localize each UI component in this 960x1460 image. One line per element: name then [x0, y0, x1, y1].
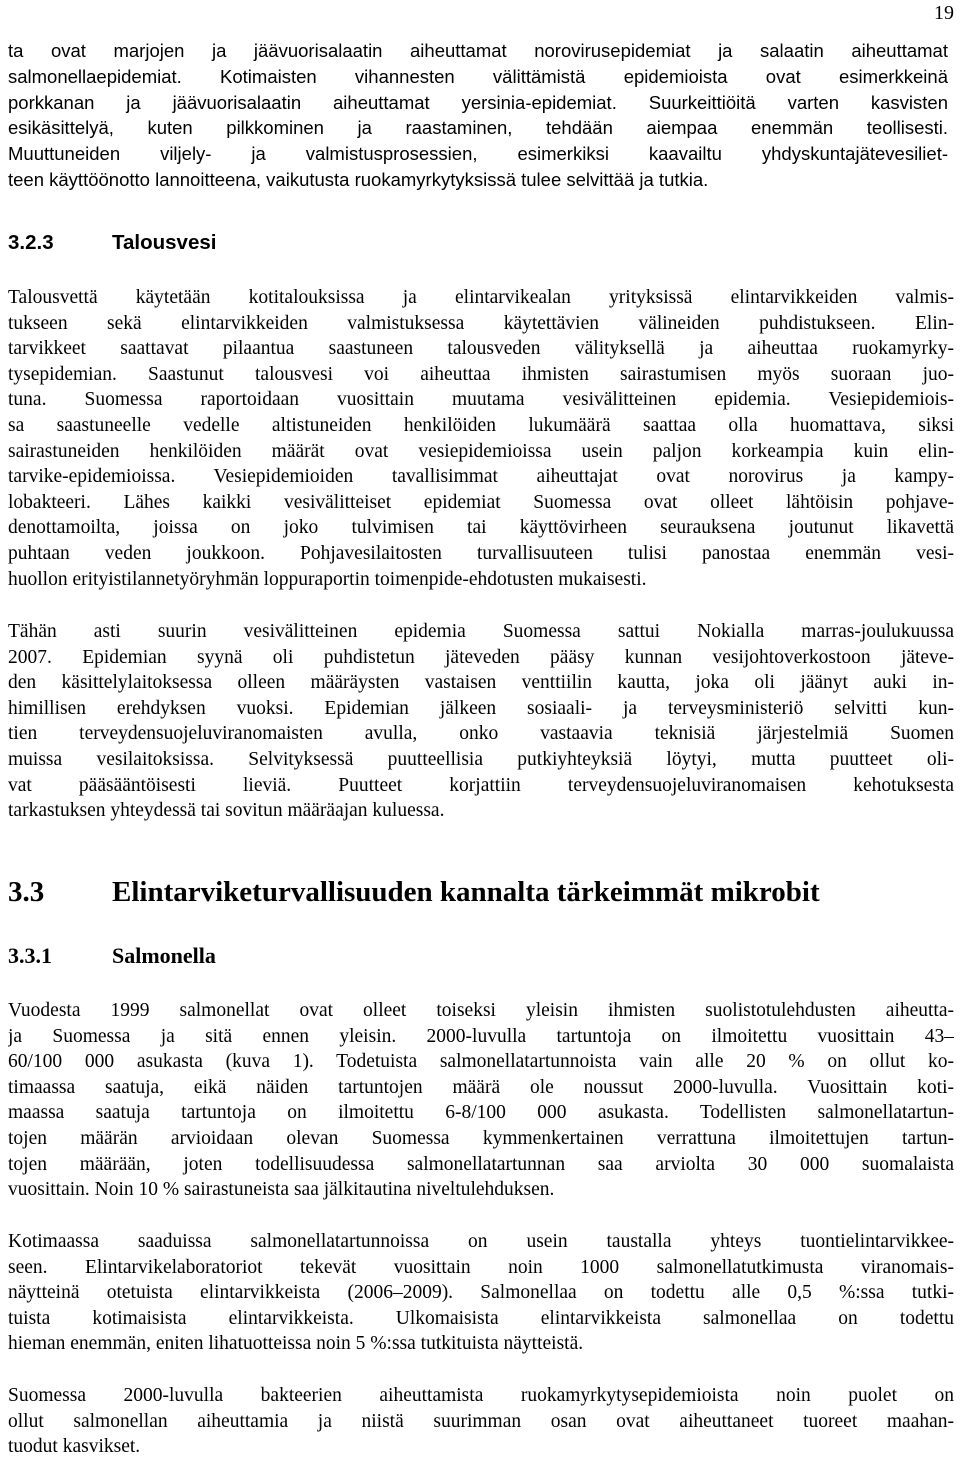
text-line: tukseen sekä elintarvikkeiden valmistuksessa käytettävien välineiden puhdistukseen. Elin- — [8, 312, 954, 334]
text-line: Suomessa 2000-luvulla bakteerien aiheuttamista ruokamyrkytysepidemioista noin puolet on — [8, 1385, 954, 1406]
section-heading-talousvesi — [8, 229, 216, 257]
text-line: ta ovat marjojen ja jäävuorisalaatin aiheuttamat norovirusepidemiat ja salaatin aiheuttamat — [8, 40, 948, 61]
text-line: Muuttuneiden viljely- ja valmistusprosessien, esimerkiksi kaavailtu yhdyskuntajätevesiliet- — [8, 143, 948, 165]
text-line: Talousvettä käytetään kotitalouksissa ja elintarvikealan yrityksissä elintarvikkeiden valmis- — [8, 287, 954, 308]
text-line: vat pääsääntöisesti lieviä. Puutteet korjattiin terveydensuojeluviranomaisen kehotuksesta — [8, 774, 954, 796]
text-line: teen käyttöönotto lannoitteena, vaikutusta ruokamyrkytyksissä tulee selvittää ja tutkia. — [8, 168, 709, 190]
text-line: denottamoilta, joissa on joko tulvimisen tai käyttövirheen seurauksena joutunut likavettä — [8, 517, 954, 539]
section-title: Talousvesi — [112, 231, 217, 254]
text-line: salmonellaepidemiat. Kotimaisten vihannesten välittämistä epidemioista ovat esimerkkeinä — [8, 65, 948, 87]
text-line: Kotimaassa saaduissa salmonellatartunnoissa on usein taustalla yhteys tuontielintarvikkee- — [8, 1231, 954, 1252]
text-line: tuna. Suomessa raportoidaan vuosittain muutama vesivälitteinen epidemia. Vesiepidemiois- — [8, 389, 954, 411]
section-title: Elintarviketurvallisuuden kannalta tärkeimmät mikrobit — [112, 876, 820, 908]
text-line: 60/100 000 asukasta (kuva 1). Todetuista salmonellatartunnoista vain alle 20 % on ollut ko- — [8, 1051, 954, 1073]
text-line: tuodut kasvikset. — [8, 1436, 141, 1458]
text-line: 2007. Epidemian syynä oli puhdistetun jäteveden pääsy kunnan vesijohtoverkostoon jäteve- — [8, 646, 954, 668]
text-line: ja Suomessa ja sitä ennen yleisin. 2000-luvulla tartuntoja on ilmoitettu vuosittain 43– — [8, 1025, 954, 1047]
text-line: tarvikkeet saattavat pilaantua saastuneen talousveden välityksellä ja aiheuttaa ruokamyrky- — [8, 338, 954, 360]
text-line: Vuodesta 1999 salmonellat ovat olleet toiseksi yleisin ihmisten suolistotulehdusten aiheutta- — [8, 1000, 954, 1021]
text-line: tojen määrään, joten todellisuudessa salmonellatartunnan saa arviolta 30 000 suomalaista — [8, 1153, 954, 1175]
talousvesi-paragraph-1 — [8, 285, 954, 592]
text-line: tarvike-epidemioissa. Vesiepidemioiden tavallisimmat aiheuttajat ovat norovirus ja kampy- — [8, 466, 954, 488]
text-line: tien terveydensuojeluviranomaisten avulla, onko vastaavia teknisiä järjestelmiä Suomen — [8, 723, 954, 745]
text-line: den käsittelylaitoksessa olleen määräysten vastaisen venttiilin kautta, joka oli jäänyt auki in- — [8, 672, 954, 694]
salmonella-paragraph-3 — [8, 1383, 954, 1460]
document-page — [8, 0, 954, 1458]
text-line: tysepidemian. Saastunut talousvesi voi aiheuttaa ihmisten sairastumisen myös suoraan juo- — [8, 363, 954, 385]
text-line: timaassa saatuja, eikä näiden tartuntojen määrä ole noussut 2000-luvulla. Vuosittain koti- — [8, 1076, 954, 1098]
text-line: hieman enemmän, eniten lihatuotteissa noin 5 %:ssa tutkituista näytteistä. — [8, 1333, 584, 1355]
text-line: maassa saatuja tartuntoja on ilmoitettu 6-8/100 000 asukasta. Todellisten salmonellatartun- — [8, 1102, 954, 1124]
salmonella-paragraph-2 — [8, 1229, 954, 1357]
text-line: porkkanan ja jäävuorisalaatin aiheuttamat yersinia-epidemiat. Suurkeittiöitä varten kasvisten — [8, 91, 948, 113]
section-number: 3.3 — [8, 876, 45, 908]
text-line: sairastuneiden henkilöiden määrät ovat vesiepidemioissa usein paljon korkeampia kuin elin- — [8, 440, 954, 462]
text-line: tarkastuksen yhteydessä tai sovitun määräajan kuluessa. — [8, 800, 445, 822]
text-line: muissa vesilaitoksissa. Selvityksessä puutteellisia putkiyhteyksiä löytyi, mutta puutteet oli- — [8, 748, 954, 770]
text-line: seen. Elintarvikelaboratoriot tekevät vuosittain noin 1000 salmonellatutkimusta viranomais- — [8, 1256, 954, 1278]
salmonella-paragraph-1 — [8, 998, 954, 1203]
page-number: 19 — [934, 2, 954, 24]
text-line: himillisen erehdyksen vuoksi. Epidemian jälkeen sosiaali- ja terveysministeriö selvitti kun- — [8, 697, 954, 719]
text-line: vuosittain. Noin 10 % sairastuneista saa jälkitautina niveltulehduksen. — [8, 1179, 555, 1201]
section-number: 3.2.3 — [8, 231, 54, 254]
section-heading-mikrobit — [8, 875, 820, 909]
section-heading-salmonella — [8, 941, 216, 971]
text-line: Tähän asti suurin vesivälitteinen epidemia Suomessa sattui Nokialla marras-joulukuussa — [8, 621, 954, 642]
text-line: puhtaan veden joukkoon. Pohjavesilaitosten turvallisuuteen tulisi panostaa enemmän vesi- — [8, 542, 954, 564]
section-number: 3.3.1 — [8, 943, 52, 968]
text-line: lobakteeri. Lähes kaikki vesivälitteiset epidemiat Suomessa ovat olleet lähtöisin pohjave- — [8, 491, 954, 513]
section-title: Salmonella — [112, 943, 216, 968]
intro-paragraph — [8, 38, 948, 193]
text-line: esikäsittelyä, kuten pilkkominen ja raastaminen, tehdään aiempaa enemmän teollisesti. — [8, 117, 948, 139]
text-line: tuista kotimaisista elintarvikkeista. Ulkomaisista elintarvikkeista salmonellaa on todettu — [8, 1307, 954, 1329]
text-line: tojen määrän arvioidaan olevan Suomessa kymmenkertainen verrattuna ilmoitettujen tartun- — [8, 1127, 954, 1149]
text-line: sa saastuneelle vedelle altistuneiden henkilöiden lukumäärä saattaa olla huomattava, siksi — [8, 414, 954, 436]
text-line: näytteinä otetuista elintarvikkeista (2006–2009). Salmonellaa on todettu alle 0,5 %:ssa tutki- — [8, 1282, 954, 1304]
text-line: huollon erityistilannetyöryhmän loppuraportin toimenpide-ehdotusten mukaisesti. — [8, 568, 647, 590]
talousvesi-paragraph-2 — [8, 619, 954, 824]
text-line: ollut salmonellan aiheuttamia ja niistä suurimman osan ovat aiheuttaneet tuoreet maahan- — [8, 1410, 954, 1432]
